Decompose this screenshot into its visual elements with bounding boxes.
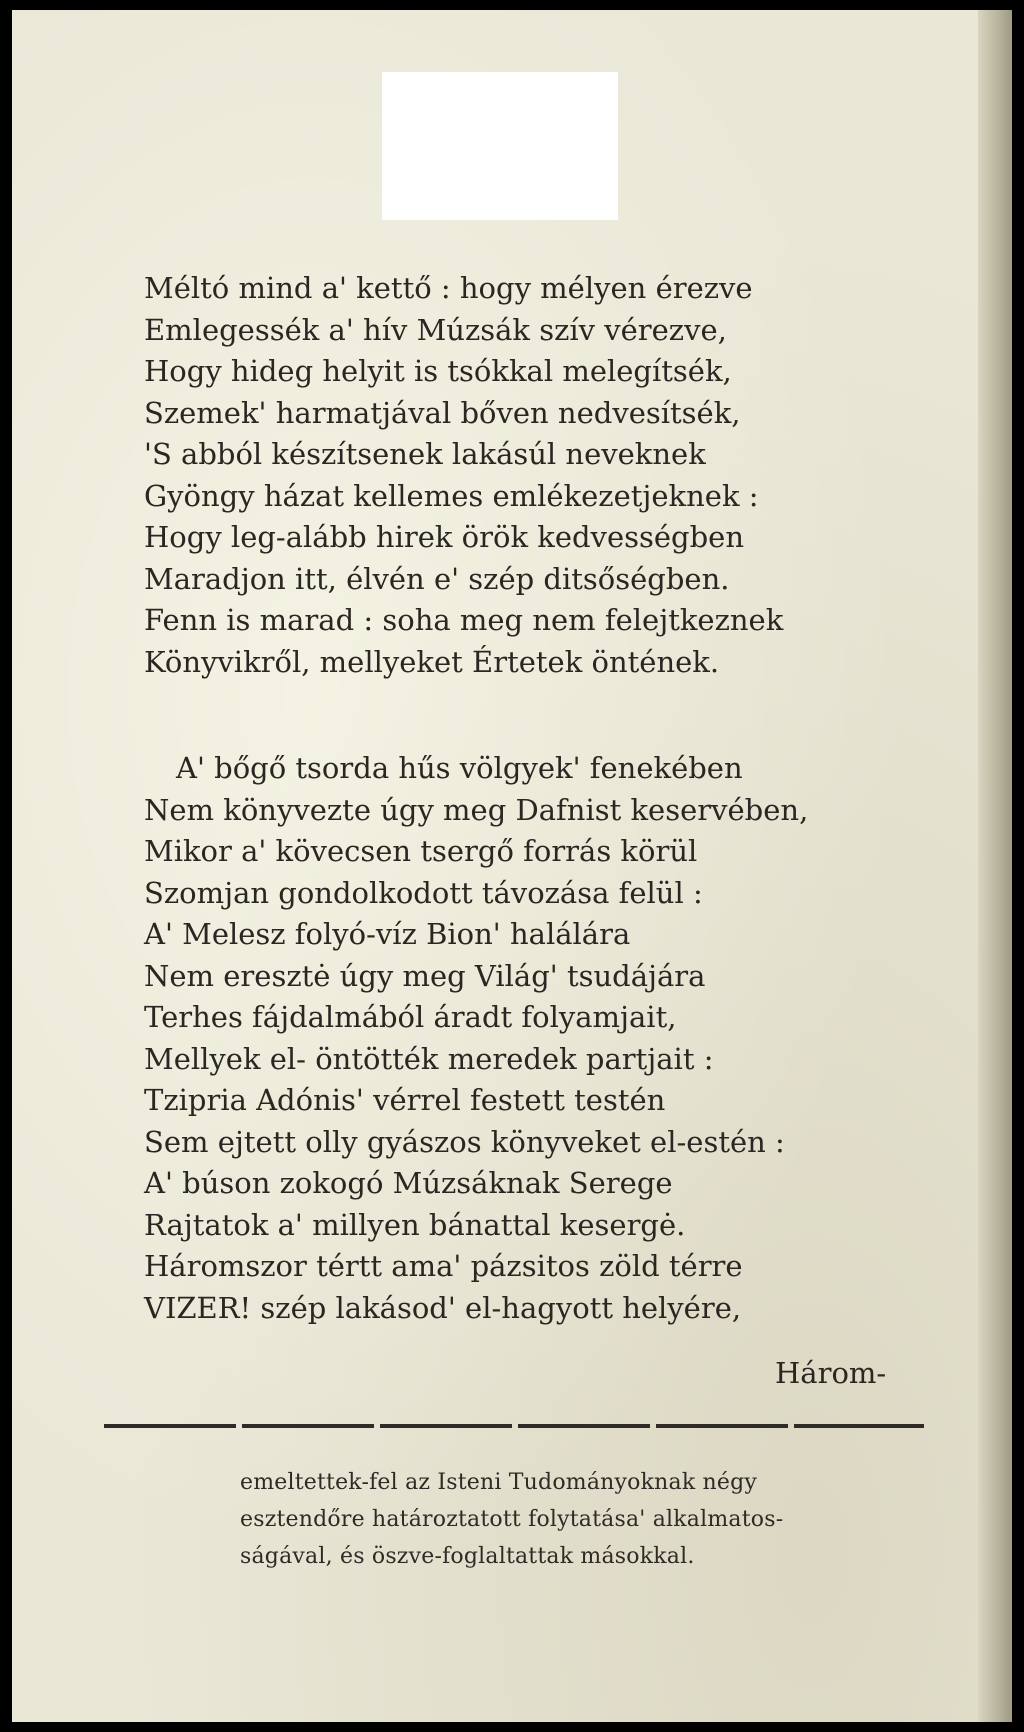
- verse-line: Mellyek el- öntötték meredek partjait :: [144, 1041, 714, 1076]
- verse-line: Gyöngy házat kellemes emlékezetjeknek :: [144, 478, 759, 513]
- footnote: [240, 1464, 930, 1575]
- verse-line: Méltó mind a' kettő : hogy mélyen érezve: [144, 271, 753, 305]
- verse-line: Könyvikről, mellyeket Értetek öntének.: [144, 644, 720, 679]
- book-page: [12, 10, 1012, 1722]
- stanza-2: [144, 748, 904, 1329]
- verse-line: VIZER! szép lakásod' el-hagyott helyére,: [144, 1290, 742, 1325]
- redacted-block: [382, 72, 618, 220]
- verse-line: 'S abból készítsenek lakásúl neveknek: [144, 437, 706, 471]
- verse-line: Nem eresztė úgy meg Világ' tsudájára: [144, 958, 706, 993]
- verse-line: A' búson zokogó Múzsáknak Serege: [144, 1166, 673, 1200]
- verse-line: Háromszor tértt ama' pázsitos zöld térre: [144, 1249, 743, 1283]
- verse-line: A' Melesz folyó-víz Bion' halálára: [144, 917, 631, 951]
- verse-line: Nem könyvezte úgy meg Dafnist keservében,: [144, 792, 809, 827]
- verse-line: Hogy hideg helyit is tsókkal melegítsék,: [144, 354, 732, 388]
- page-spine-shadow: [978, 10, 1012, 1722]
- footnote-line: esztendőre határoztatott folytatása' alkalmatos-: [240, 1507, 784, 1532]
- verse-line: Szemek' harmatjával bőven nedvesítsék,: [144, 395, 741, 430]
- verse-line: Terhes fájdalmából áradt folyamjait,: [144, 1000, 677, 1034]
- verse-line: Mikor a' kövecsen tsergő forrás körül: [144, 834, 698, 868]
- stanza-1: [144, 268, 904, 683]
- verse-line: A' bőgő tsorda hűs völgyek' fenekében: [176, 751, 743, 785]
- catchword: Három-: [775, 1356, 887, 1390]
- verse-line: Hogy leg-alább hirek örök kedvességben: [144, 520, 744, 554]
- verse-line: Fenn is marad : soha meg nem felejtkeznek: [144, 603, 784, 637]
- verse-line: Maradjon itt, élvén e' szép ditsőségben.: [144, 561, 730, 596]
- verse-line: Sem ejtett olly gyászos könyveket el-estén :: [144, 1124, 785, 1159]
- footnote-rule: [104, 1424, 924, 1428]
- footnote-line: ságával, és öszve-foglaltattak másokkal.: [240, 1544, 695, 1569]
- verse-line: Szomjan gondolkodott távozása felül :: [144, 875, 703, 910]
- verse-line: Emlegessék a' hív Múzsák szív vérezve,: [144, 312, 727, 347]
- verse-line: Rajtatok a' millyen bánattal kesergė.: [144, 1207, 686, 1242]
- verse-line: Tzipria Adónis' vérrel festett testén: [144, 1083, 666, 1117]
- footnote-line: emeltettek-fel az Isteni Tudományoknak négy: [240, 1470, 758, 1495]
